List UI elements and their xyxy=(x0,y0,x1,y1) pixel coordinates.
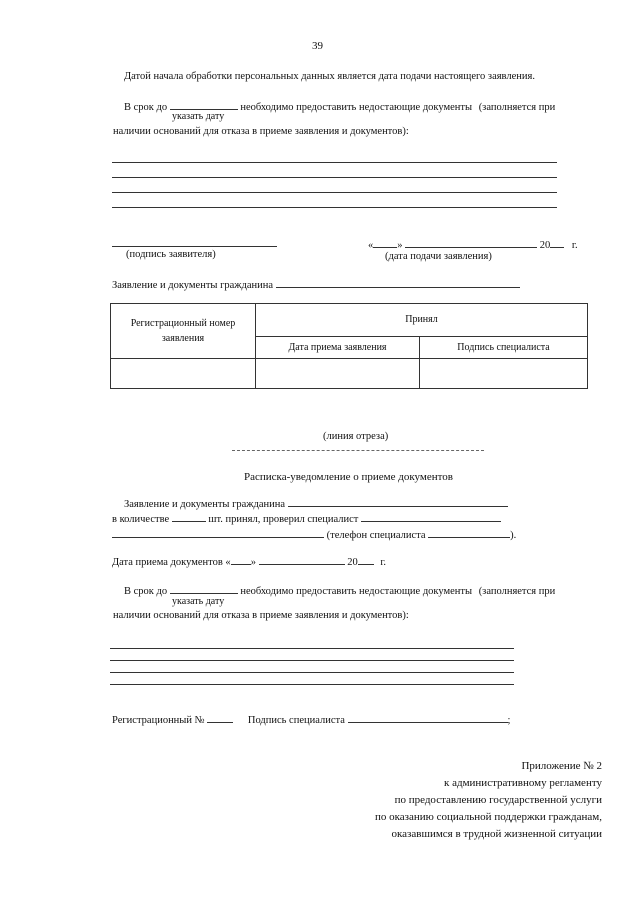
cut-line xyxy=(232,450,484,451)
citizen-name-field[interactable] xyxy=(276,278,520,288)
receipt-phone-line: (телефон специалиста ). xyxy=(112,528,516,543)
receipt-year-field[interactable] xyxy=(358,555,374,565)
receipt-citizen-line: Заявление и документы гражданина xyxy=(124,497,508,512)
reg-number-header: Регистрационный номер заявления xyxy=(111,304,256,359)
receipt-date-line: Дата приема документов « » 20 г. xyxy=(112,557,387,568)
specialist-field-2[interactable] xyxy=(112,528,324,538)
receipt-month-field[interactable] xyxy=(259,555,345,565)
blank-line[interactable] xyxy=(112,207,557,208)
deadline-line: В срок до необходимо предоставить недостающие документы (заполняется при xyxy=(124,102,556,113)
blank-line[interactable] xyxy=(110,660,514,661)
receipt-title: Расписка-уведомление о приеме документов xyxy=(244,471,453,483)
receipt-day-field[interactable] xyxy=(231,555,251,565)
receipt-deadline-line: В срок до необходимо предоставить недостающие документы (заполняется при xyxy=(124,586,556,597)
receipt-grounds-text: наличии оснований для отказа в приеме заявления и документов): xyxy=(113,610,409,621)
applicant-signature-field[interactable] xyxy=(112,246,277,247)
day-field[interactable] xyxy=(373,238,397,248)
appendix-line: по оказанию социальной поддержки гражданам, xyxy=(374,811,602,823)
receipt-qty-line: в количестве шт. принял, проверил специалист xyxy=(112,512,501,527)
specialist-name-field[interactable] xyxy=(361,512,501,522)
qty-field[interactable] xyxy=(172,512,206,522)
accepted-header: Принял xyxy=(256,304,588,337)
appendix-line: оказавшимся в трудной жизненной ситуации xyxy=(391,828,602,840)
blank-line[interactable] xyxy=(110,648,514,649)
blank-line[interactable] xyxy=(112,177,557,178)
grounds-text: наличии оснований для отказа в приеме заявления и документов): xyxy=(113,126,409,137)
deadline-date-field[interactable] xyxy=(170,100,238,110)
date-fill-line: « » 20 г. xyxy=(368,240,578,251)
specialist-signature-cell[interactable] xyxy=(420,359,588,389)
appendix-line: к административному регламенту xyxy=(444,777,602,789)
cut-line-label: (линия отреза) xyxy=(323,431,389,442)
appendix-number: Приложение № 2 xyxy=(521,760,602,772)
blank-line[interactable] xyxy=(110,684,514,685)
blank-line[interactable] xyxy=(112,162,557,163)
appendix-line: по предоставлению государственной услуги xyxy=(394,794,602,806)
phone-field[interactable] xyxy=(428,528,510,538)
appendix-header xyxy=(375,758,602,843)
receipt-citizen-field[interactable] xyxy=(288,497,508,507)
year-field[interactable] xyxy=(550,238,564,248)
receipt-specialist-signature-field[interactable] xyxy=(348,713,508,723)
receipt-deadline-hint: указать дату xyxy=(172,596,225,607)
registration-table xyxy=(110,303,588,389)
submission-date-label: (дата подачи заявления) xyxy=(385,251,492,262)
page-number: 39 xyxy=(312,40,323,52)
applicant-signature-label: (подпись заявителя) xyxy=(126,249,216,260)
receipt-reg-number-field[interactable] xyxy=(207,713,233,723)
processing-start-text: Датой начала обработки персональных данных является дата подачи настоящего заявления. xyxy=(124,71,535,82)
accept-date-header: Дата приема заявления xyxy=(256,337,420,359)
reg-number-cell[interactable] xyxy=(111,359,256,389)
month-field[interactable] xyxy=(405,238,537,248)
receipt-deadline-field[interactable] xyxy=(170,584,238,594)
blank-line[interactable] xyxy=(110,672,514,673)
deadline-hint: указать дату xyxy=(172,111,225,122)
receipt-reg-line: Регистрационный № Подпись специалиста ; xyxy=(112,715,511,726)
specialist-signature-header: Подпись специалиста xyxy=(420,337,588,359)
accept-date-cell[interactable] xyxy=(256,359,420,389)
citizen-docs-line: Заявление и документы гражданина xyxy=(112,278,520,293)
blank-line[interactable] xyxy=(112,192,557,193)
